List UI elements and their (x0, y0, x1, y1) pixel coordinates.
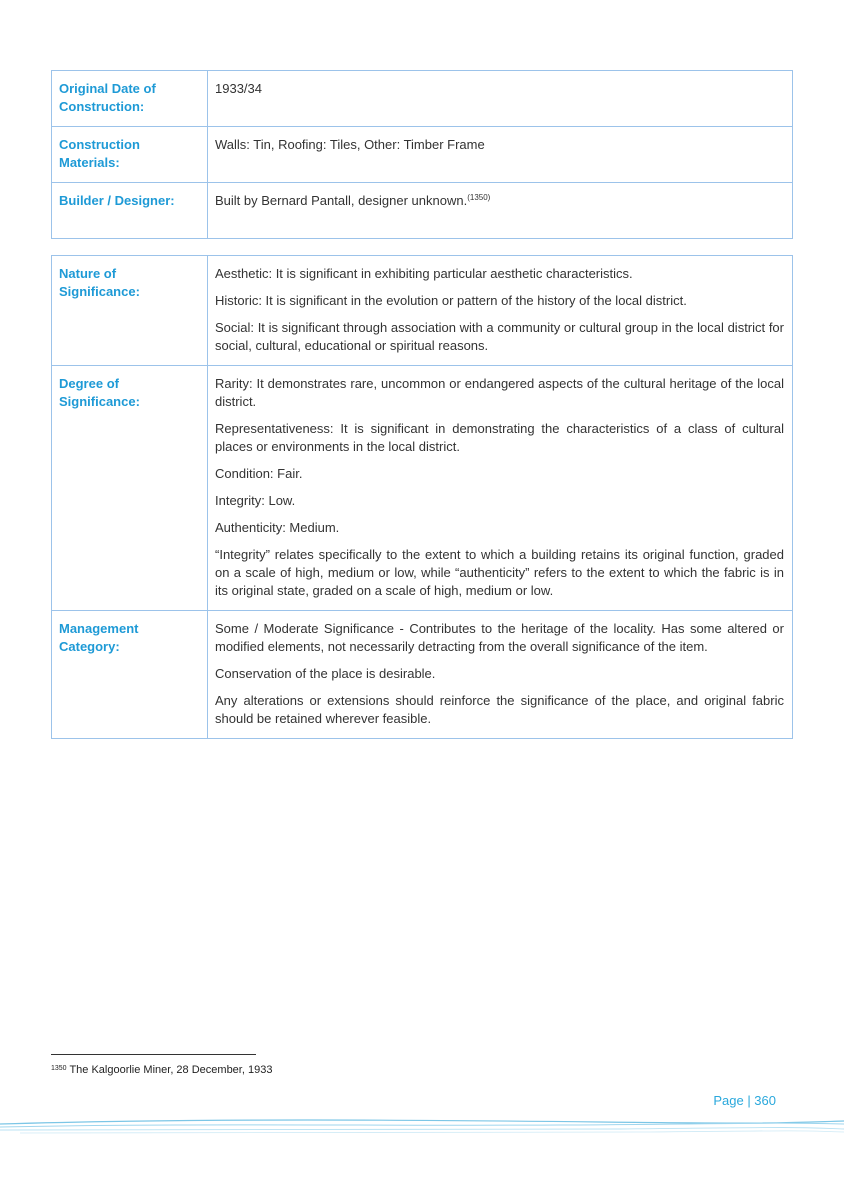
degree-paragraph: Representativeness: It is significant in demonstrating the characteristics of a class of cultural places or environments in the local district. (215, 421, 784, 454)
management-label: Management Category: (52, 611, 208, 739)
materials-value: Walls: Tin, Roofing: Tiles, Other: Timber Frame (208, 127, 793, 183)
footnote-number: 1350 (51, 1065, 67, 1072)
original-date-value: 1933/34 (208, 71, 793, 127)
degree-label: Degree of Significance: (52, 366, 208, 611)
original-date-label: Original Date of Construction: (52, 71, 208, 127)
nature-value (208, 256, 793, 366)
table-row (52, 127, 793, 183)
nature-paragraph: Social: It is significant through association with a community or cultural group in the local district for social, cultural, educational or spiritual reasons. (215, 320, 784, 353)
degree-paragraph: “Integrity” relates specifically to the extent to which a building retains its original function, graded on a scale of high, medium or low, while “authenticity” refers to the extent to which the fabric is in its original state, graded on a scale of high, medium or low. (215, 547, 784, 598)
table-row (52, 256, 793, 366)
table-row (52, 183, 793, 239)
management-paragraph: Any alterations or extensions should reinforce the significance of the place, and original fabric should be retained wherever feasible. (215, 693, 784, 726)
builder-value (208, 183, 793, 239)
significance-table (51, 255, 793, 739)
degree-paragraph: Authenticity: Medium. (215, 520, 340, 535)
nature-label: Nature of Significance: (52, 256, 208, 366)
footnote-ref[interactable]: (1350) (467, 193, 491, 202)
table-row (52, 366, 793, 611)
builder-label: Builder / Designer: (52, 183, 208, 239)
footnote-divider (51, 1054, 256, 1055)
builder-text: Built by Bernard Pantall, designer unknown. (215, 193, 468, 208)
management-value (208, 611, 793, 739)
nature-paragraph: Aesthetic: It is significant in exhibiting particular aesthetic characteristics. (215, 266, 633, 281)
table-row (52, 611, 793, 739)
construction-table (51, 70, 793, 239)
management-paragraph: Some / Moderate Significance - Contributes to the heritage of the locality. Has some altered or modified elements, not necessarily detracting from the overall significance of the item. (215, 621, 784, 654)
page-number: Page | 360 (713, 1093, 776, 1108)
footnote-text: The Kalgoorlie Miner, 28 December, 1933 (69, 1064, 273, 1076)
degree-value (208, 366, 793, 611)
table-row (52, 71, 793, 127)
management-paragraph: Conservation of the place is desirable. (215, 666, 436, 681)
degree-paragraph: Rarity: It demonstrates rare, uncommon or endangered aspects of the cultural heritage of the local district. (215, 376, 784, 409)
materials-label: Construction Materials: (52, 127, 208, 183)
footnote (51, 1064, 272, 1076)
nature-paragraph: Historic: It is significant in the evolution or pattern of the history of the local district. (215, 293, 687, 308)
degree-paragraph: Integrity: Low. (215, 493, 296, 508)
degree-paragraph: Condition: Fair. (215, 466, 303, 481)
footer-wave-decoration (0, 1110, 844, 1140)
